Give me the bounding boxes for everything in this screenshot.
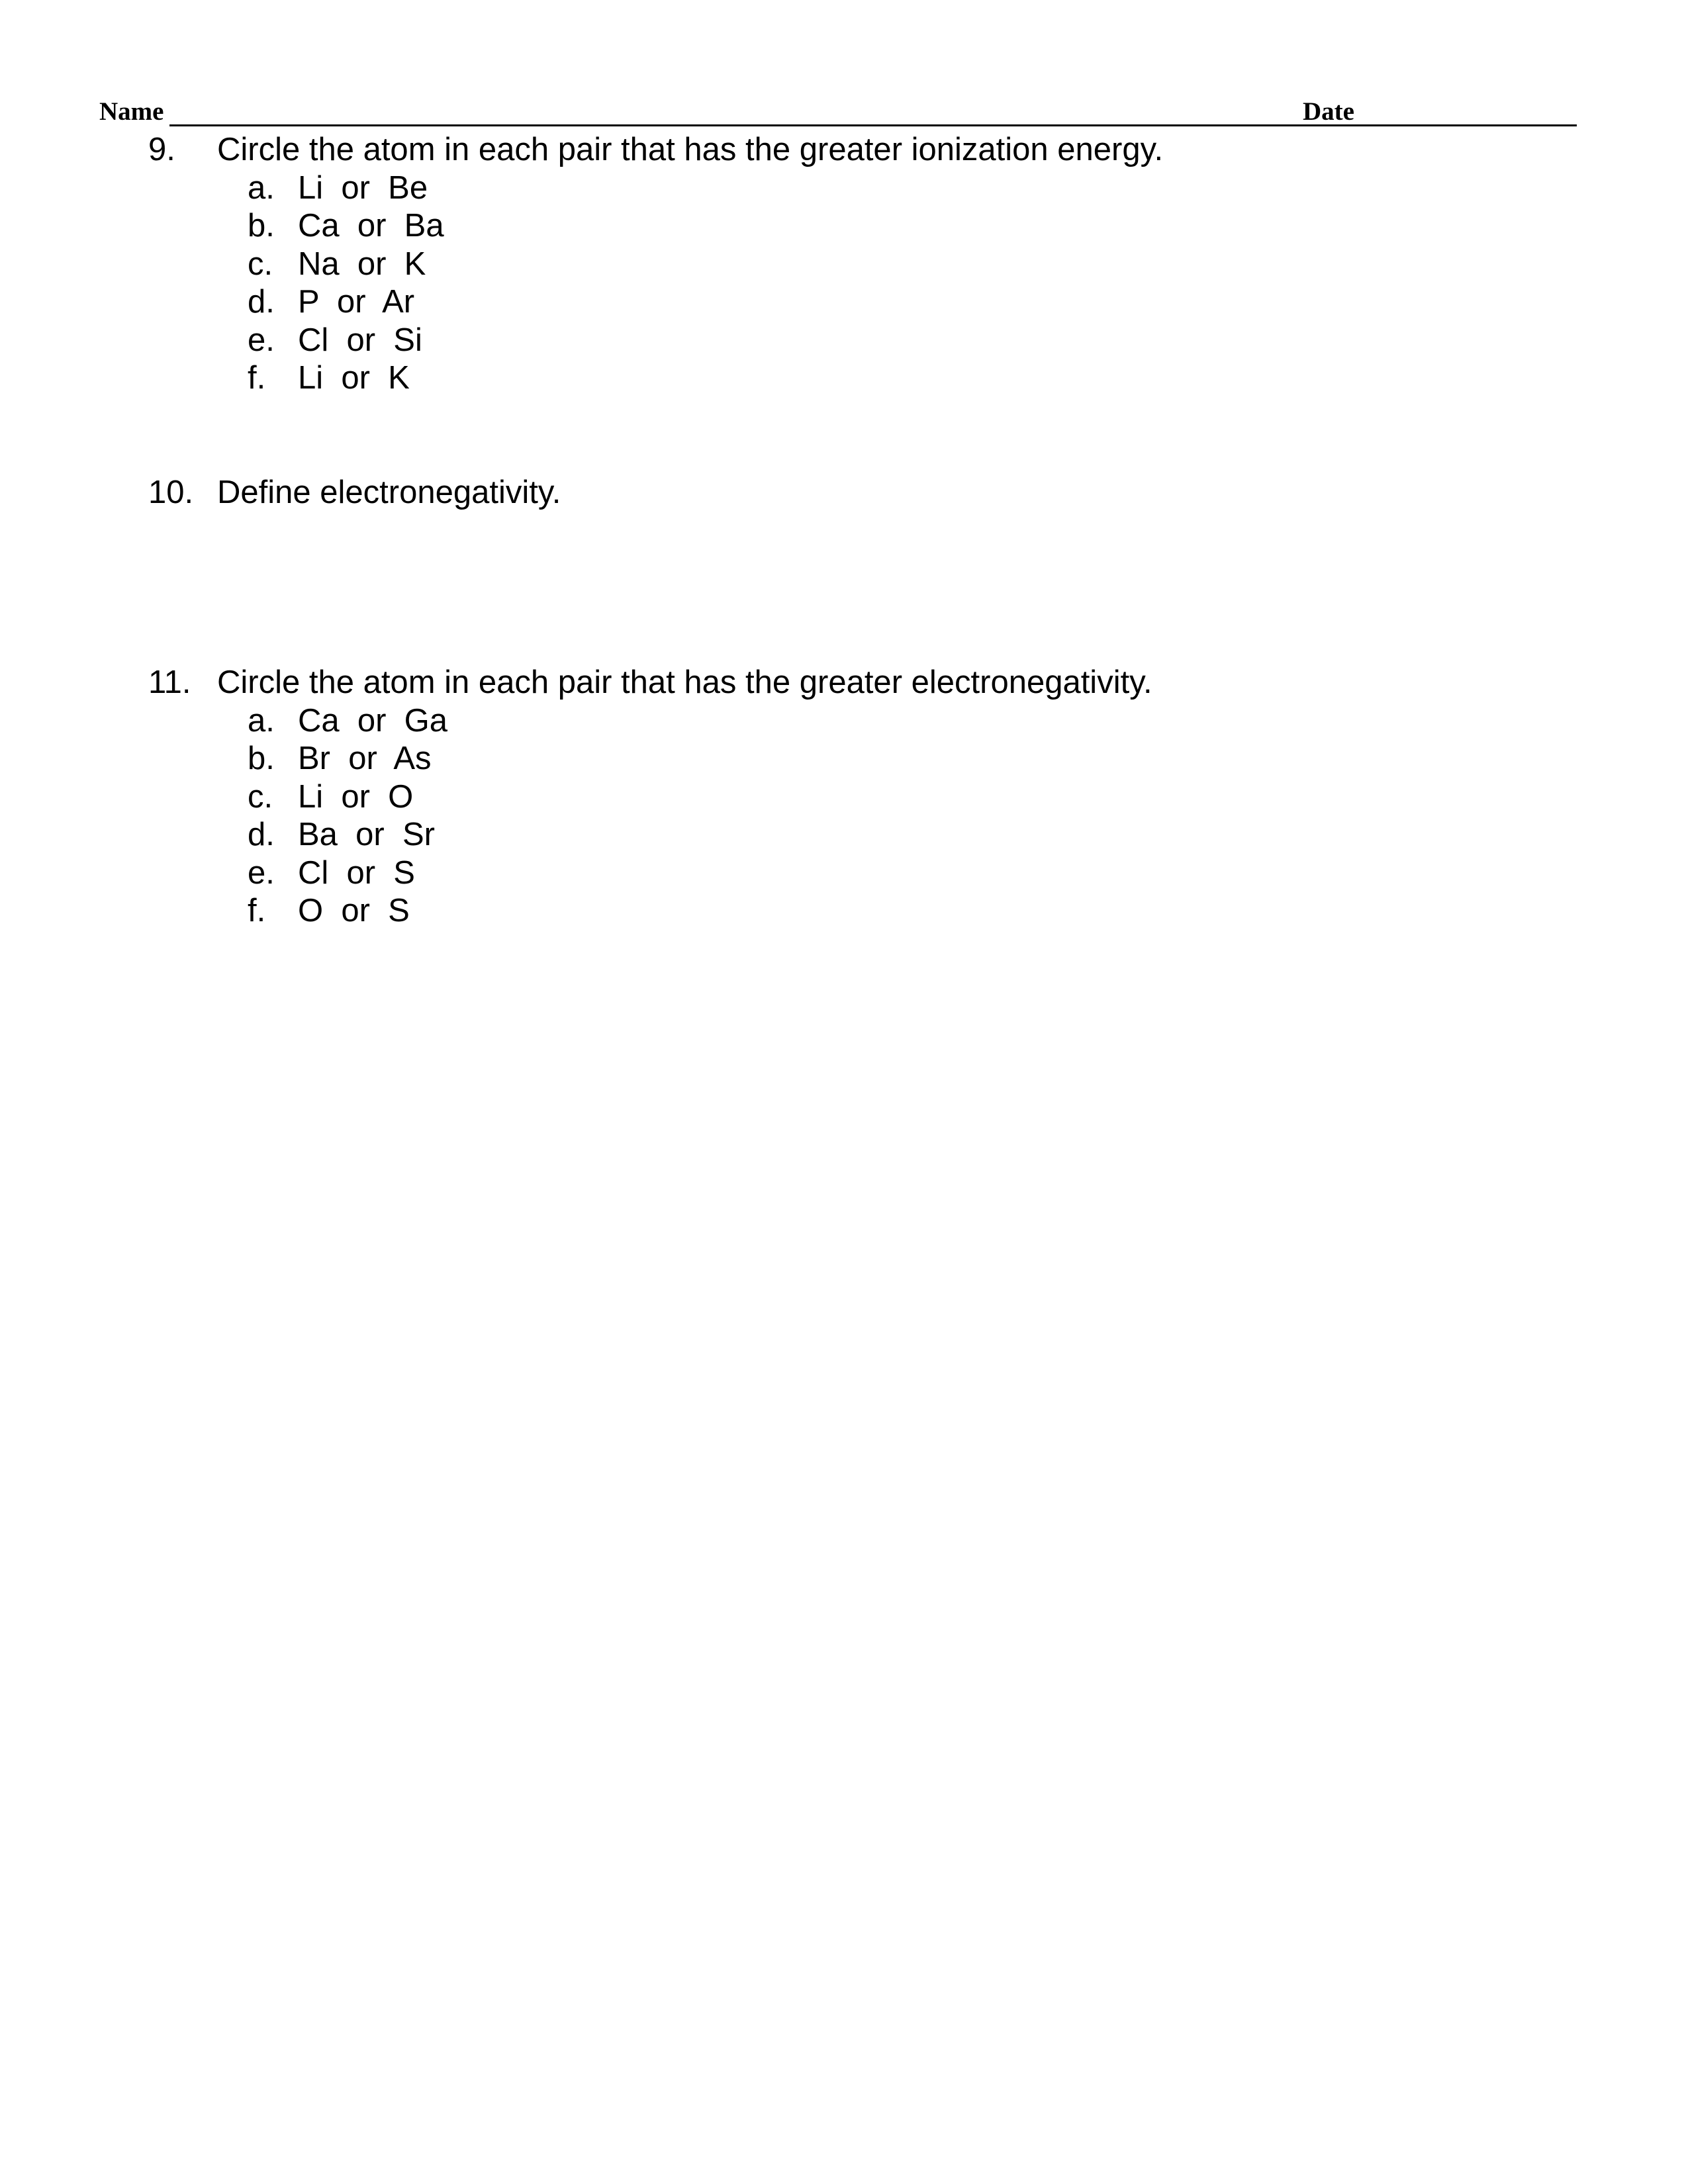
worksheet-header <box>99 97 1577 130</box>
date-field[interactable] <box>1370 124 1577 126</box>
option-pair: Br or As <box>298 741 432 776</box>
question-text: Circle the atom in each pair that has the greater ionization energy. <box>217 132 1164 167</box>
question-number: 11. <box>148 664 191 700</box>
option-pair: Cl or Si <box>298 322 422 358</box>
option-letter: a. <box>248 170 275 206</box>
option-letter: b. <box>248 208 275 244</box>
option-letter: f. <box>248 893 266 929</box>
option-pair: Ca or Ba <box>298 208 444 244</box>
option-letter: c. <box>248 779 273 815</box>
option-pair: O or S <box>298 893 410 929</box>
option-letter: e. <box>248 855 275 891</box>
option-pair: Cl or S <box>298 855 415 891</box>
name-field[interactable] <box>169 124 1386 126</box>
option-letter: d. <box>248 284 275 320</box>
option-pair: Na or K <box>298 246 426 282</box>
question-number: 9. <box>148 132 175 167</box>
option-pair: Li or O <box>298 779 414 815</box>
option-letter: f. <box>248 360 266 396</box>
option-letter: c. <box>248 246 273 282</box>
option-letter: d. <box>248 817 275 852</box>
name-label: Name <box>99 97 164 126</box>
option-pair: Li or K <box>298 360 410 396</box>
option-pair: Ba or Sr <box>298 817 435 852</box>
option-letter: a. <box>248 703 275 739</box>
option-pair: Ca or Ga <box>298 703 448 739</box>
question-text: Circle the atom in each pair that has the greater electronegativity. <box>217 664 1152 700</box>
option-pair: P or Ar <box>298 284 415 320</box>
question-text: Define electronegativity. <box>217 475 561 510</box>
question-number: 10. <box>148 475 194 510</box>
date-label: Date <box>1303 97 1354 126</box>
option-letter: b. <box>248 741 275 776</box>
option-letter: e. <box>248 322 275 358</box>
option-pair: Li or Be <box>298 170 428 206</box>
